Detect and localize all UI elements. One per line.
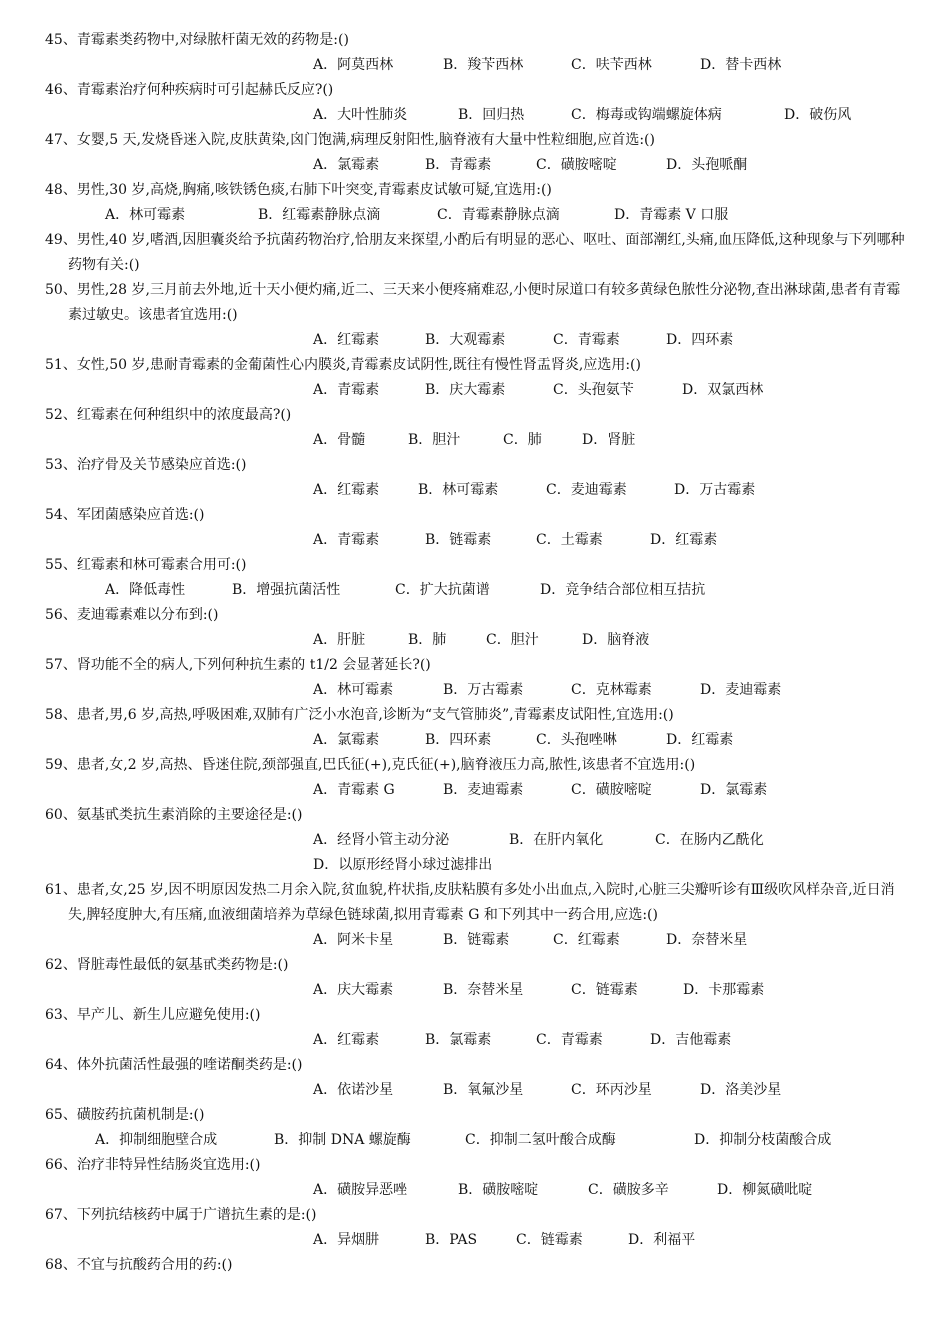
option-c: C．在肠内乙酰化	[655, 832, 764, 848]
option-b: B．PAS	[425, 1232, 478, 1248]
question-stem: 45、青霉素类药物中,对绿脓杆菌无效的药物是:()	[45, 32, 349, 48]
question-item	[0, 1153, 950, 1203]
option-b: B．抑制 DNA 螺旋酶	[274, 1132, 411, 1148]
question-item	[0, 78, 950, 128]
question-item	[0, 28, 950, 78]
option-d: D．替卡西林	[700, 57, 782, 73]
question-item	[0, 878, 950, 953]
options-row	[0, 153, 950, 178]
options-row	[0, 1128, 950, 1153]
options-row	[0, 978, 950, 1003]
option-b: B．链霉素	[425, 532, 492, 548]
option-c: C．链霉素	[571, 982, 638, 998]
question-stem: 53、治疗骨及关节感染应首选:()	[45, 457, 247, 473]
option-a: A．骨髓	[313, 432, 366, 448]
option-c: C．头孢氨苄	[553, 382, 634, 398]
question-item	[0, 553, 950, 603]
option-d: D．奈替米星	[666, 932, 748, 948]
options-row	[0, 628, 950, 653]
question-item	[0, 1053, 950, 1103]
question-stem: 57、肾功能不全的病人,下列何种抗生素的 t1/2 会显著延长?()	[45, 657, 431, 673]
question-stem: 46、青霉素治疗何种疾病时可引起赫氏反应?()	[45, 82, 334, 98]
options-row	[0, 528, 950, 553]
option-a: A．林可霉素	[105, 207, 186, 223]
question-stem: 47、女婴,5 天,发烧昏迷入院,皮肤黄染,囟门饱满,病理反射阳性,脑脊液有大量中性粒细胞,应首选:()	[45, 132, 655, 148]
options-row	[0, 378, 950, 403]
option-d: D．红霉素	[666, 732, 734, 748]
option-c: C．环丙沙星	[571, 1082, 652, 1098]
option-b: B．肺	[408, 632, 447, 648]
options-row	[0, 678, 950, 703]
option-a: A．依诺沙星	[313, 1082, 394, 1098]
option-d: D．破伤风	[784, 107, 852, 123]
option-c: C．链霉素	[516, 1232, 583, 1248]
option-b: B．四环素	[425, 732, 492, 748]
option-d: D．双氯西林	[682, 382, 764, 398]
options-row	[0, 1028, 950, 1053]
question-stem: 48、男性,30 岁,高烧,胸痛,咳铁锈色痰,右肺下叶突变,青霉素皮试敏可疑,宜选用:()	[45, 182, 552, 198]
option-d: D．利福平	[628, 1232, 696, 1248]
question-item	[0, 278, 950, 353]
options-row	[0, 578, 950, 603]
option-c: C．青霉素	[536, 1032, 603, 1048]
option-b: B．羧苄西林	[443, 57, 524, 73]
option-c: C．麦迪霉素	[546, 482, 627, 498]
question-item	[0, 228, 950, 278]
option-b: B．链霉素	[443, 932, 510, 948]
question-item	[0, 953, 950, 1003]
options-row	[0, 1178, 950, 1203]
question-item	[0, 753, 950, 803]
options-row	[0, 103, 950, 128]
option-c: C．红霉素	[553, 932, 620, 948]
question-stem: 62、肾脏毒性最低的氨基甙类药物是:()	[45, 957, 289, 973]
question-item	[0, 1003, 950, 1053]
option-a: A．大叶性肺炎	[313, 107, 408, 123]
option-a: A．降低毒性	[105, 582, 186, 598]
options-row	[0, 928, 950, 953]
option-b: B．胆汁	[408, 432, 461, 448]
option-c: C．梅毒或钩端螺旋体病	[571, 107, 722, 123]
option-a: A．磺胺异恶唑	[313, 1182, 408, 1198]
option-d: D．四环素	[666, 332, 734, 348]
option-b: B．奈替米星	[443, 982, 524, 998]
option-a: A．青霉素 G	[313, 782, 395, 798]
option-b: B．磺胺嘧啶	[458, 1182, 539, 1198]
option-d: D．洛美沙星	[700, 1082, 782, 1098]
option-a: A．肝脏	[313, 632, 366, 648]
option-a: A．氯霉素	[313, 732, 380, 748]
options-row	[0, 53, 950, 78]
question-item	[0, 603, 950, 653]
option-b: B．青霉素	[425, 157, 492, 173]
option-b: B．氧氟沙星	[443, 1082, 524, 1098]
option-b: B．麦迪霉素	[443, 782, 524, 798]
option-b: B．林可霉素	[418, 482, 499, 498]
option-b: B．万古霉素	[443, 682, 524, 698]
option-d: D．抑制分枝菌酸合成	[694, 1132, 832, 1148]
option-d: D．万古霉素	[674, 482, 756, 498]
option-d: D．头孢哌酮	[666, 157, 748, 173]
exam-document	[0, 28, 950, 1278]
option-a: A．抑制细胞壁合成	[95, 1132, 218, 1148]
option-a: A．红霉素	[313, 1032, 380, 1048]
options-row	[0, 428, 950, 453]
option-b: B．回归热	[458, 107, 525, 123]
option-a: A．阿莫西林	[313, 57, 394, 73]
options-row	[0, 478, 950, 503]
question-item	[0, 653, 950, 703]
question-stem: 50、男性,28 岁,三月前去外地,近十天小便灼痛,近二、三天来小便疼痛难忍,小便时尿道口有较多黄绿色脓性分泌物,查出淋球菌,患者有青霉素过敏史。该患者宜选用:()	[45, 282, 901, 323]
question-stem: 63、早产儿、新生儿应避免使用:()	[45, 1007, 261, 1023]
option-c: C．肺	[503, 432, 542, 448]
question-item	[0, 803, 950, 878]
options-row	[0, 328, 950, 353]
question-stem: 61、患者,女,25 岁,因不明原因发热二月余入院,贫血貌,杵状指,皮肤粘膜有多处小出血点,入院时,心脏三尖瓣听诊有Ⅲ级吹风样杂音,近日消失,脾轻度肿大,有压痛,血液细菌培养为草绿色链球菌,拟用青霉素 G 和下列其中一药合用,应选:()	[45, 882, 895, 923]
options-row	[0, 1228, 950, 1253]
question-stem: 65、磺胺药抗菌机制是:()	[45, 1107, 205, 1123]
option-d: D．氯霉素	[700, 782, 768, 798]
question-stem: 67、下列抗结核药中属于广谱抗生素的是:()	[45, 1207, 317, 1223]
question-item	[0, 1203, 950, 1253]
option-a: A．庆大霉素	[313, 982, 394, 998]
option-d: D．红霉素	[650, 532, 718, 548]
question-stem: 64、体外抗菌活性最强的喹诺酮类药是:()	[45, 1057, 303, 1073]
option-a: A．异烟肼	[313, 1232, 380, 1248]
question-stem: 66、治疗非特异性结肠炎宜选用:()	[45, 1157, 261, 1173]
question-stem: 56、麦迪霉素难以分布到:()	[45, 607, 219, 623]
option-b: B．大观霉素	[425, 332, 506, 348]
option-a: A．阿米卡星	[313, 932, 394, 948]
question-stem: 68、不宜与抗酸药合用的药:()	[45, 1257, 233, 1273]
question-stem: 60、氨基甙类抗生素消除的主要途径是:()	[45, 807, 303, 823]
option-a: A．红霉素	[313, 482, 380, 498]
option-b: B．增强抗菌活性	[232, 582, 341, 598]
option-a: A．红霉素	[313, 332, 380, 348]
question-item	[0, 403, 950, 453]
question-item	[0, 1253, 950, 1278]
option-a: A．经肾小管主动分泌	[313, 832, 450, 848]
options-row	[0, 1078, 950, 1103]
option-b: B．氯霉素	[425, 1032, 492, 1048]
option-d: D．脑脊液	[582, 632, 650, 648]
option-c: C．青霉素静脉点滴	[437, 207, 560, 223]
option-d: D．肾脏	[582, 432, 636, 448]
option-c: C．头孢唑啉	[536, 732, 617, 748]
option-d: D．卡那霉素	[683, 982, 765, 998]
options-row	[0, 828, 950, 853]
option-a: A．氯霉素	[313, 157, 380, 173]
option-d: D．柳氮磺吡啶	[717, 1182, 813, 1198]
question-item	[0, 178, 950, 228]
question-stem: 54、军团菌感染应首选:()	[45, 507, 205, 523]
question-item	[0, 503, 950, 553]
option-c: C．磺胺嘧啶	[571, 782, 652, 798]
question-item	[0, 128, 950, 178]
options-row	[0, 203, 950, 228]
option-b: B．在肝内氧化	[509, 832, 604, 848]
option-a: A．青霉素	[313, 382, 380, 398]
question-stem: 49、男性,40 岁,嗜酒,因胆囊炎给予抗菌药物治疗,恰朋友来探望,小酌后有明显的恶心、呕吐、面部潮红,头痛,血压降低,这种现象与下列哪种药物有关:()	[45, 232, 905, 273]
option-c: C．克林霉素	[571, 682, 652, 698]
options-row	[0, 728, 950, 753]
option-c: C．磺胺嘧啶	[536, 157, 617, 173]
option-a: A．青霉素	[313, 532, 380, 548]
options-row	[0, 778, 950, 803]
option-c: C．胆汁	[486, 632, 539, 648]
option-b: B．红霉素静脉点滴	[258, 207, 381, 223]
option-d: D．竞争结合部位相互拮抗	[540, 582, 706, 598]
option-a: D．以原形经肾小球过滤排出	[313, 857, 493, 873]
options-row	[0, 853, 950, 878]
question-stem: 59、患者,女,2 岁,高热、昏迷住院,颈部强直,巴氏征(+),克氏征(+),脑脊液压力高,脓性,该患者不宜选用:()	[45, 757, 696, 773]
option-c: C．呋苄西林	[571, 57, 652, 73]
question-stem: 51、女性,50 岁,患耐青霉素的金葡菌性心内膜炎,青霉素皮试阴性,既往有慢性肾盂肾炎,应选用:()	[45, 357, 641, 373]
option-c: C．磺胺多辛	[588, 1182, 669, 1198]
option-a: A．林可霉素	[313, 682, 394, 698]
option-c: C．土霉素	[536, 532, 603, 548]
option-d: D．麦迪霉素	[700, 682, 782, 698]
option-d: D．青霉素 V 口服	[614, 207, 729, 223]
option-d: D．吉他霉素	[650, 1032, 732, 1048]
question-item	[0, 453, 950, 503]
option-c: C．扩大抗菌谱	[395, 582, 490, 598]
option-c: C．抑制二氢叶酸合成酶	[465, 1132, 616, 1148]
question-stem: 55、红霉素和林可霉素合用可:()	[45, 557, 247, 573]
question-item	[0, 1103, 950, 1153]
question-item	[0, 703, 950, 753]
option-c: C．青霉素	[553, 332, 620, 348]
option-b: B．庆大霉素	[425, 382, 506, 398]
question-stem: 58、患者,男,6 岁,高热,呼吸困难,双肺有广泛小水泡音,诊断为“支气管肺炎”,青霉素皮试阳性,宜选用:()	[45, 707, 674, 723]
question-item	[0, 353, 950, 403]
question-stem: 52、红霉素在何种组织中的浓度最高?()	[45, 407, 292, 423]
